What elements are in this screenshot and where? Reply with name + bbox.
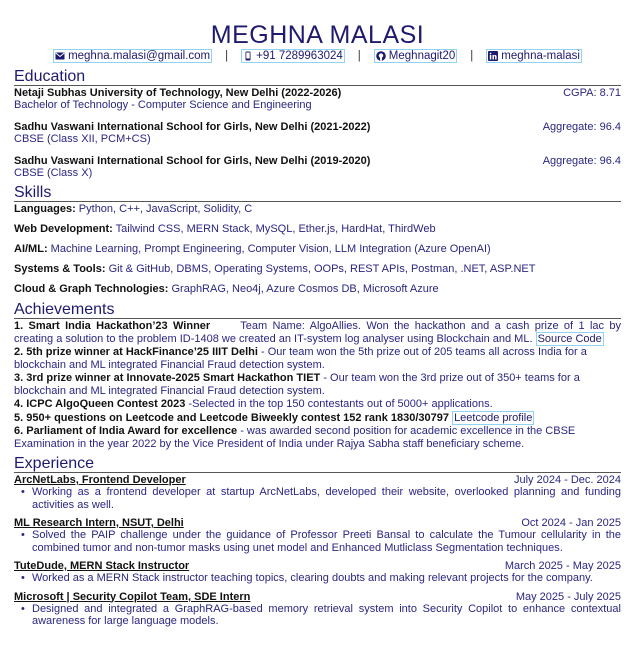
- separator: |: [357, 50, 361, 62]
- education-item: [14, 87, 621, 111]
- experience-item: [14, 474, 621, 486]
- separator: |: [225, 50, 229, 62]
- email-icon: [55, 51, 65, 61]
- achievement-title: 2. 5th prize winner at HackFinance’25 IIIT Delhi: [14, 346, 258, 358]
- skill-value: Machine Learning, Prompt Engineering, Computer Vision, LLM Integration (Azure OpenAI): [50, 243, 491, 255]
- achievement-title: 6. Parliament of India Award for excellence: [14, 425, 238, 437]
- achievement-text: - was awarded second position for academic excellence in the CBSE Examination in the year 2022 by the Vice President of India under Rajya Sabha staff beneficiary scheme.: [14, 425, 576, 450]
- skill-row: [14, 223, 621, 236]
- phone-text: +91 7289963024: [256, 50, 343, 62]
- job-description: • Solved the PAIP challenge under the guidance of Professor Preeti Bansal to calculate the Tumour cellularity in the combined tumor and non-tumor masks using unet model and Enhanced Mutliclass Segmentation techniques.: [14, 529, 621, 554]
- leetcode-profile-link[interactable]: Leetcode profile: [454, 411, 533, 424]
- achievement-text: - Our team won the 3rd prize out of 350+ teams for a blockchain and ML integrated Financial Fraud detection system.: [14, 372, 580, 397]
- skill-row: [14, 283, 621, 296]
- github-text: Meghnagit20: [388, 50, 456, 62]
- skill-label: Languages:: [14, 203, 76, 215]
- achievement-title: 4. ICPC AlgoQueen Contest 2023: [14, 398, 186, 410]
- job-date: March 2025 - May 2025: [504, 560, 621, 572]
- job-role: TuteDude, MERN Stack Instructor: [14, 560, 190, 572]
- education-heading: Education: [14, 68, 621, 86]
- school-name: Sadhu Vaswani International School for Girls, New Delhi (2019-2020): [14, 155, 371, 167]
- achievement-item: [14, 372, 621, 397]
- skill-value: GraphRAG, Neo4j, Azure Cosmos DB, Microsoft Azure: [171, 283, 439, 295]
- experience-heading: Experience: [14, 455, 621, 473]
- job-description: • Worked as a MERN Stack instructor teaching topics, clearing doubts and making relevant projects for the company.: [14, 572, 621, 585]
- achievement-title: 5. 950+ questions on Leetcode and Leetcode Biweekly contest 152 rank 1830/30797: [14, 411, 449, 424]
- skills-heading: Skills: [14, 184, 621, 202]
- education-item: [14, 121, 621, 145]
- achievement-item: [14, 425, 621, 450]
- job-description: • Working as a frontend developer at startup ArcNetLabs, developed their website, overlooked planning and funding activities as well.: [14, 486, 621, 511]
- score: Aggregate: 96.4: [542, 155, 621, 167]
- achievement-text: -Selected in the top 150 contestants out of 5000+ applications.: [185, 398, 493, 410]
- degree: CBSE (Class XII, PCM+CS): [14, 133, 151, 145]
- github-icon: [376, 51, 386, 61]
- skill-label: Cloud & Graph Technologies:: [14, 283, 169, 295]
- skill-label: AI/ML:: [14, 243, 48, 255]
- achievement-text: - Our team won the 5th prize out of 205 teams all across India for a blockchain and ML integrated Financial Fraud detection system.: [14, 346, 587, 371]
- skill-label: Systems & Tools:: [14, 263, 106, 275]
- job-role: ML Research Intern, NSUT, Delhi: [14, 517, 184, 529]
- github-link[interactable]: [374, 49, 458, 63]
- job-role: Microsoft | Security Copilot Team, SDE Intern: [14, 590, 251, 603]
- phone-icon: [243, 51, 253, 61]
- separator: |: [470, 50, 474, 62]
- resume-page: [0, 22, 640, 662]
- achievement-item: [14, 412, 621, 425]
- skill-row: [14, 243, 621, 256]
- skill-value: Python, C++, JavaScript, Solidity, C: [78, 203, 253, 215]
- achievement-text: Team Name: AlgoAllies. Won the hackathon and a cash prize of 1 lac by creating a solution to the problem ID-1408 we created an IT-system log analyser using Blockchain and ML.: [14, 320, 621, 345]
- skill-value: Tailwind CSS, MERN Stack, MySQL, Ether.js, HardHat, ThirdWeb: [115, 223, 436, 235]
- experience-item: [14, 560, 621, 572]
- degree: CBSE (Class X): [14, 167, 93, 179]
- school-name: Sadhu Vaswani International School for Girls, New Delhi (2021-2022): [14, 121, 371, 133]
- contact-bar: [14, 49, 621, 63]
- achievement-title: 3. 3rd prize winner at Innovate-2025 Smart Hackathon TIET: [14, 372, 321, 384]
- degree: Bachelor of Technology - Computer Science and Engineering: [14, 99, 312, 111]
- score: CGPA: 8.71: [563, 87, 621, 99]
- job-date: July 2024 - Dec. 2024: [513, 474, 621, 486]
- linkedin-link[interactable]: [486, 49, 582, 63]
- skill-row: [14, 203, 621, 216]
- email-link[interactable]: [53, 49, 212, 63]
- linkedin-text: meghna-malasi: [501, 50, 580, 62]
- achievement-item: [14, 346, 621, 371]
- experience-item: [14, 591, 621, 603]
- job-description: • Designed and integrated a GraphRAG-based memory retrieval system into Security Copilot to enhance contextual awareness for large language models.: [14, 603, 621, 628]
- job-date: Oct 2024 - Jan 2025: [521, 517, 621, 529]
- achievement-title: 1. Smart India Hackathon’23 Winner: [14, 320, 211, 332]
- score: Aggregate: 96.4: [542, 121, 621, 133]
- education-item: [14, 155, 621, 179]
- achievement-item: [14, 398, 621, 411]
- phone-link[interactable]: [241, 49, 345, 63]
- skill-label: Web Development:: [14, 223, 113, 235]
- candidate-name: MEGHNA MALASI: [210, 21, 425, 49]
- achievement-item: [14, 320, 621, 345]
- linkedin-icon: [488, 51, 498, 61]
- skill-row: [14, 263, 621, 276]
- achievements-heading: Achievements: [14, 301, 621, 319]
- skill-value: Git & GitHub, DBMS, Operating Systems, OOPs, REST APIs, Postman, .NET, ASP.NET: [108, 263, 536, 275]
- job-date: May 2025 - July 2025: [515, 590, 621, 603]
- job-role: ArcNetLabs, Frontend Developer: [14, 474, 186, 486]
- source-code-link[interactable]: Source Code: [537, 332, 602, 345]
- school-name: Netaji Subhas University of Technology, New Delhi (2022-2026): [14, 87, 342, 99]
- experience-item: [14, 517, 621, 529]
- email-text: meghna.malasi@gmail.com: [68, 50, 211, 62]
